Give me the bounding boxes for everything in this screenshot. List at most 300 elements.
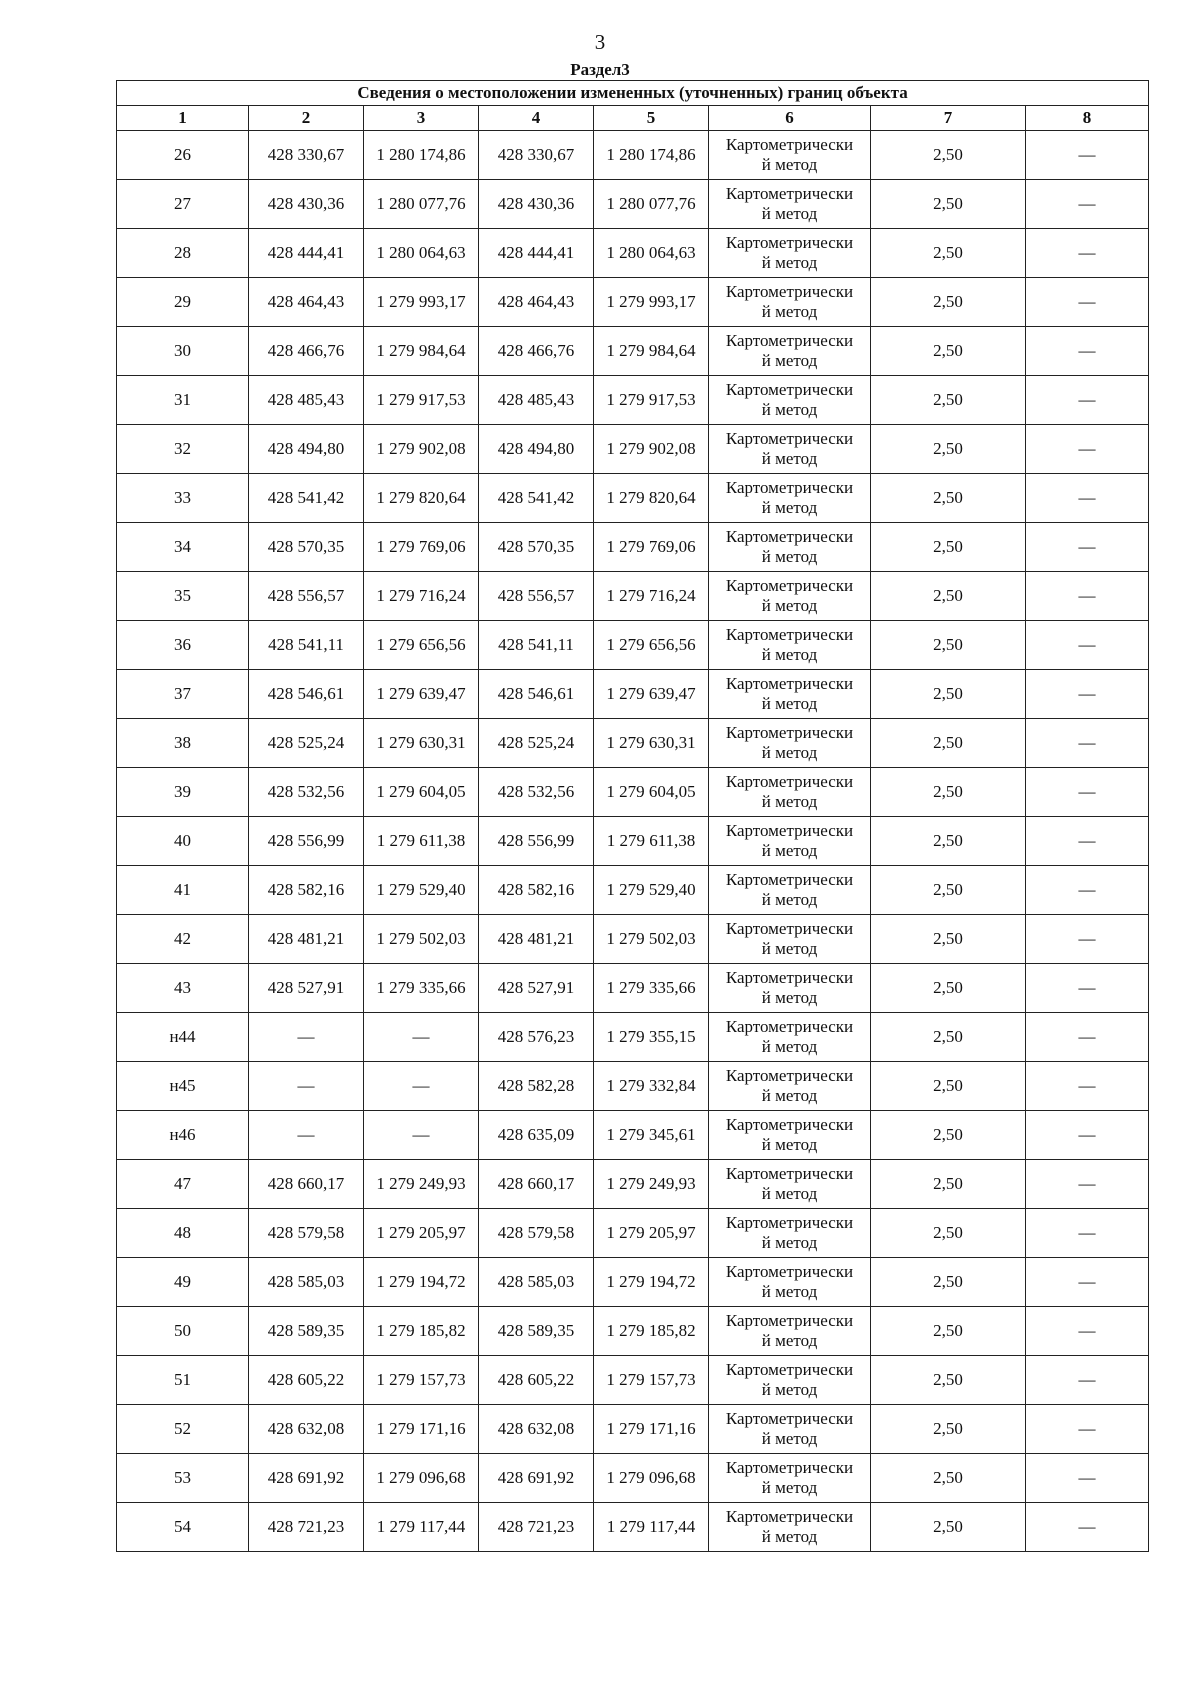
accuracy-cell: 2,50 bbox=[871, 572, 1026, 621]
x-new-cell: 428 576,23 bbox=[479, 1013, 594, 1062]
point-number-cell: 26 bbox=[117, 131, 249, 180]
y-new-cell: 1 280 064,63 bbox=[594, 229, 709, 278]
coordinates-table bbox=[116, 80, 1149, 1552]
table-row bbox=[117, 1111, 1149, 1160]
column-8-cell: — bbox=[1026, 866, 1149, 915]
accuracy-cell: 2,50 bbox=[871, 425, 1026, 474]
column-8-cell: — bbox=[1026, 670, 1149, 719]
method-cell bbox=[709, 278, 871, 327]
y-existing-cell: 1 279 249,93 bbox=[364, 1160, 479, 1209]
method-text-line1: Картометрически bbox=[725, 478, 854, 497]
table-row bbox=[117, 180, 1149, 229]
method-cell bbox=[709, 1454, 871, 1503]
column-number: 1 bbox=[117, 106, 249, 131]
method-cell bbox=[709, 474, 871, 523]
method-text-line1: Картометрически bbox=[725, 625, 854, 644]
y-existing-cell: 1 279 205,97 bbox=[364, 1209, 479, 1258]
y-new-cell: 1 279 984,64 bbox=[594, 327, 709, 376]
column-8-cell: — bbox=[1026, 572, 1149, 621]
y-existing-cell: 1 279 117,44 bbox=[364, 1503, 479, 1552]
accuracy-cell: 2,50 bbox=[871, 1160, 1026, 1209]
x-new-cell: 428 466,76 bbox=[479, 327, 594, 376]
table-row bbox=[117, 1160, 1149, 1209]
accuracy-cell: 2,50 bbox=[871, 229, 1026, 278]
method-cell bbox=[709, 425, 871, 474]
table-body bbox=[117, 131, 1149, 1552]
column-8-cell: — bbox=[1026, 768, 1149, 817]
y-existing-cell: 1 279 529,40 bbox=[364, 866, 479, 915]
x-new-cell: 428 464,43 bbox=[479, 278, 594, 327]
column-8-cell: — bbox=[1026, 229, 1149, 278]
point-number-cell: 48 bbox=[117, 1209, 249, 1258]
column-8-cell: — bbox=[1026, 1454, 1149, 1503]
y-new-cell: 1 279 716,24 bbox=[594, 572, 709, 621]
x-existing-cell: 428 466,76 bbox=[249, 327, 364, 376]
method-cell bbox=[709, 523, 871, 572]
x-new-cell: 428 570,35 bbox=[479, 523, 594, 572]
method-cell bbox=[709, 1405, 871, 1454]
y-new-cell: 1 279 502,03 bbox=[594, 915, 709, 964]
y-new-cell: 1 279 157,73 bbox=[594, 1356, 709, 1405]
accuracy-cell: 2,50 bbox=[871, 1209, 1026, 1258]
point-number-cell: 31 bbox=[117, 376, 249, 425]
method-text-line1: Картометрически bbox=[725, 576, 854, 595]
table-row bbox=[117, 719, 1149, 768]
method-text-line2: й метод bbox=[761, 1233, 818, 1252]
column-8-cell: — bbox=[1026, 376, 1149, 425]
x-new-cell: 428 485,43 bbox=[479, 376, 594, 425]
x-new-cell: 428 632,08 bbox=[479, 1405, 594, 1454]
point-number-cell: 36 bbox=[117, 621, 249, 670]
x-new-cell: 428 532,56 bbox=[479, 768, 594, 817]
y-new-cell: 1 279 096,68 bbox=[594, 1454, 709, 1503]
column-8-cell: — bbox=[1026, 425, 1149, 474]
x-new-cell: 428 582,16 bbox=[479, 866, 594, 915]
y-existing-cell: 1 279 993,17 bbox=[364, 278, 479, 327]
method-text-line1: Картометрически bbox=[725, 1213, 854, 1232]
table-row bbox=[117, 572, 1149, 621]
table-row bbox=[117, 866, 1149, 915]
y-new-cell: 1 279 335,66 bbox=[594, 964, 709, 1013]
column-8-cell: — bbox=[1026, 1209, 1149, 1258]
method-cell bbox=[709, 180, 871, 229]
method-cell bbox=[709, 866, 871, 915]
x-new-cell: 428 330,67 bbox=[479, 131, 594, 180]
accuracy-cell: 2,50 bbox=[871, 474, 1026, 523]
accuracy-cell: 2,50 bbox=[871, 1258, 1026, 1307]
column-number: 8 bbox=[1026, 106, 1149, 131]
y-existing-cell: 1 279 769,06 bbox=[364, 523, 479, 572]
accuracy-cell: 2,50 bbox=[871, 523, 1026, 572]
accuracy-cell: 2,50 bbox=[871, 1503, 1026, 1552]
accuracy-cell: 2,50 bbox=[871, 866, 1026, 915]
x-existing-cell: 428 546,61 bbox=[249, 670, 364, 719]
y-new-cell: 1 279 611,38 bbox=[594, 817, 709, 866]
x-existing-cell: 428 494,80 bbox=[249, 425, 364, 474]
column-8-cell: — bbox=[1026, 1160, 1149, 1209]
table-row bbox=[117, 964, 1149, 1013]
method-text-line1: Картометрически bbox=[725, 1409, 854, 1428]
method-text-line2: й метод bbox=[761, 743, 818, 762]
accuracy-cell: 2,50 bbox=[871, 1307, 1026, 1356]
x-existing-cell: 428 444,41 bbox=[249, 229, 364, 278]
method-text-line1: Картометрически bbox=[725, 1458, 854, 1477]
column-8-cell: — bbox=[1026, 1013, 1149, 1062]
y-new-cell: 1 279 171,16 bbox=[594, 1405, 709, 1454]
table-caption: Сведения о местоположении измененных (уточненных) границ объекта bbox=[117, 81, 1149, 106]
method-text-line1: Картометрически bbox=[725, 1262, 854, 1281]
x-existing-cell: 428 464,43 bbox=[249, 278, 364, 327]
column-8-cell: — bbox=[1026, 817, 1149, 866]
method-text-line2: й метод bbox=[761, 694, 818, 713]
x-existing-cell: 428 527,91 bbox=[249, 964, 364, 1013]
method-text-line2: й метод bbox=[761, 498, 818, 517]
method-text-line1: Картометрически bbox=[725, 1115, 854, 1134]
table-row bbox=[117, 621, 1149, 670]
point-number-cell: 33 bbox=[117, 474, 249, 523]
point-number-cell: 52 bbox=[117, 1405, 249, 1454]
column-8-cell: — bbox=[1026, 1307, 1149, 1356]
method-text-line2: й метод bbox=[761, 1429, 818, 1448]
table-row bbox=[117, 278, 1149, 327]
method-text-line1: Картометрически bbox=[725, 1017, 854, 1036]
point-number-cell: 40 bbox=[117, 817, 249, 866]
x-new-cell: 428 527,91 bbox=[479, 964, 594, 1013]
y-existing-cell: 1 279 096,68 bbox=[364, 1454, 479, 1503]
method-text-line1: Картометрически bbox=[725, 429, 854, 448]
y-existing-cell: 1 280 077,76 bbox=[364, 180, 479, 229]
method-text-line1: Картометрически bbox=[725, 968, 854, 987]
x-existing-cell: 428 605,22 bbox=[249, 1356, 364, 1405]
method-cell bbox=[709, 1503, 871, 1552]
column-8-cell: — bbox=[1026, 474, 1149, 523]
method-text-line1: Картометрически bbox=[725, 1164, 854, 1183]
point-number-cell: 50 bbox=[117, 1307, 249, 1356]
table-row bbox=[117, 523, 1149, 572]
table-row bbox=[117, 817, 1149, 866]
x-new-cell: 428 585,03 bbox=[479, 1258, 594, 1307]
y-existing-cell: 1 279 984,64 bbox=[364, 327, 479, 376]
column-8-cell: — bbox=[1026, 1356, 1149, 1405]
method-cell bbox=[709, 1356, 871, 1405]
point-number-cell: 38 bbox=[117, 719, 249, 768]
method-cell bbox=[709, 915, 871, 964]
method-cell bbox=[709, 1209, 871, 1258]
method-cell bbox=[709, 768, 871, 817]
x-existing-cell: 428 582,16 bbox=[249, 866, 364, 915]
method-cell bbox=[709, 1258, 871, 1307]
y-existing-cell: 1 279 611,38 bbox=[364, 817, 479, 866]
y-existing-cell: 1 280 174,86 bbox=[364, 131, 479, 180]
y-new-cell: 1 279 917,53 bbox=[594, 376, 709, 425]
x-new-cell: 428 444,41 bbox=[479, 229, 594, 278]
x-new-cell: 428 582,28 bbox=[479, 1062, 594, 1111]
x-existing-cell: 428 589,35 bbox=[249, 1307, 364, 1356]
method-text-line2: й метод bbox=[761, 204, 818, 223]
accuracy-cell: 2,50 bbox=[871, 964, 1026, 1013]
accuracy-cell: 2,50 bbox=[871, 719, 1026, 768]
table-row bbox=[117, 670, 1149, 719]
method-cell bbox=[709, 719, 871, 768]
column-number: 7 bbox=[871, 106, 1026, 131]
accuracy-cell: 2,50 bbox=[871, 1454, 1026, 1503]
y-existing-cell: — bbox=[364, 1013, 479, 1062]
x-new-cell: 428 541,11 bbox=[479, 621, 594, 670]
point-number-cell: 43 bbox=[117, 964, 249, 1013]
point-number-cell: 29 bbox=[117, 278, 249, 327]
y-new-cell: 1 279 185,82 bbox=[594, 1307, 709, 1356]
accuracy-cell: 2,50 bbox=[871, 131, 1026, 180]
point-number-cell: 42 bbox=[117, 915, 249, 964]
x-existing-cell: 428 556,57 bbox=[249, 572, 364, 621]
column-8-cell: — bbox=[1026, 1405, 1149, 1454]
x-existing-cell: 428 556,99 bbox=[249, 817, 364, 866]
y-existing-cell: 1 279 716,24 bbox=[364, 572, 479, 621]
table-row bbox=[117, 376, 1149, 425]
table-row bbox=[117, 1209, 1149, 1258]
method-text-line1: Картометрически bbox=[725, 527, 854, 546]
x-existing-cell: — bbox=[249, 1062, 364, 1111]
table-row bbox=[117, 1503, 1149, 1552]
y-existing-cell: 1 279 630,31 bbox=[364, 719, 479, 768]
method-text-line1: Картометрически bbox=[725, 331, 854, 350]
x-new-cell: 428 525,24 bbox=[479, 719, 594, 768]
method-text-line1: Картометрически bbox=[725, 233, 854, 252]
method-text-line1: Картометрически bbox=[725, 723, 854, 742]
method-text-line2: й метод bbox=[761, 596, 818, 615]
method-text-line2: й метод bbox=[761, 988, 818, 1007]
y-new-cell: 1 279 902,08 bbox=[594, 425, 709, 474]
column-8-cell: — bbox=[1026, 1503, 1149, 1552]
y-new-cell: 1 279 194,72 bbox=[594, 1258, 709, 1307]
y-new-cell: 1 279 249,93 bbox=[594, 1160, 709, 1209]
column-number: 4 bbox=[479, 106, 594, 131]
y-existing-cell: 1 279 194,72 bbox=[364, 1258, 479, 1307]
table-row bbox=[117, 1405, 1149, 1454]
accuracy-cell: 2,50 bbox=[871, 1111, 1026, 1160]
method-text-line1: Картометрически bbox=[725, 282, 854, 301]
method-cell bbox=[709, 1062, 871, 1111]
y-new-cell: 1 280 077,76 bbox=[594, 180, 709, 229]
method-text-line1: Картометрически bbox=[725, 1507, 854, 1526]
column-8-cell: — bbox=[1026, 278, 1149, 327]
y-existing-cell: — bbox=[364, 1062, 479, 1111]
method-text-line2: й метод bbox=[761, 1282, 818, 1301]
method-text-line2: й метод bbox=[761, 400, 818, 419]
x-existing-cell: 428 532,56 bbox=[249, 768, 364, 817]
x-new-cell: 428 635,09 bbox=[479, 1111, 594, 1160]
method-cell bbox=[709, 229, 871, 278]
method-text-line2: й метод bbox=[761, 449, 818, 468]
column-number: 6 bbox=[709, 106, 871, 131]
method-text-line2: й метод bbox=[761, 547, 818, 566]
y-new-cell: 1 279 205,97 bbox=[594, 1209, 709, 1258]
point-number-cell: н44 bbox=[117, 1013, 249, 1062]
table-row bbox=[117, 1258, 1149, 1307]
y-existing-cell: 1 279 639,47 bbox=[364, 670, 479, 719]
method-text-line1: Картометрически bbox=[725, 821, 854, 840]
y-new-cell: 1 279 345,61 bbox=[594, 1111, 709, 1160]
point-number-cell: 28 bbox=[117, 229, 249, 278]
y-existing-cell: 1 279 335,66 bbox=[364, 964, 479, 1013]
method-text-line1: Картометрически bbox=[725, 184, 854, 203]
x-new-cell: 428 541,42 bbox=[479, 474, 594, 523]
table-row bbox=[117, 1062, 1149, 1111]
method-text-line2: й метод bbox=[761, 1331, 818, 1350]
y-existing-cell: 1 280 064,63 bbox=[364, 229, 479, 278]
table-row bbox=[117, 229, 1149, 278]
y-existing-cell: 1 279 917,53 bbox=[364, 376, 479, 425]
x-new-cell: 428 589,35 bbox=[479, 1307, 594, 1356]
y-existing-cell: 1 279 656,56 bbox=[364, 621, 479, 670]
x-new-cell: 428 494,80 bbox=[479, 425, 594, 474]
point-number-cell: 51 bbox=[117, 1356, 249, 1405]
method-text-line2: й метод bbox=[761, 792, 818, 811]
column-8-cell: — bbox=[1026, 719, 1149, 768]
column-8-cell: — bbox=[1026, 1258, 1149, 1307]
x-existing-cell: — bbox=[249, 1013, 364, 1062]
method-text-line2: й метод bbox=[761, 1478, 818, 1497]
accuracy-cell: 2,50 bbox=[871, 1013, 1026, 1062]
method-text-line2: й метод bbox=[761, 1086, 818, 1105]
column-number-row bbox=[117, 106, 1149, 131]
accuracy-cell: 2,50 bbox=[871, 1356, 1026, 1405]
x-new-cell: 428 605,22 bbox=[479, 1356, 594, 1405]
section-title: Раздел3 bbox=[570, 60, 630, 79]
method-text-line1: Картометрически bbox=[725, 1311, 854, 1330]
x-new-cell: 428 579,58 bbox=[479, 1209, 594, 1258]
table-row bbox=[117, 474, 1149, 523]
method-text-line2: й метод bbox=[761, 939, 818, 958]
column-number: 2 bbox=[249, 106, 364, 131]
table-row bbox=[117, 1454, 1149, 1503]
y-new-cell: 1 279 332,84 bbox=[594, 1062, 709, 1111]
y-new-cell: 1 279 604,05 bbox=[594, 768, 709, 817]
x-existing-cell: — bbox=[249, 1111, 364, 1160]
column-8-cell: — bbox=[1026, 915, 1149, 964]
y-new-cell: 1 279 630,31 bbox=[594, 719, 709, 768]
x-new-cell: 428 721,23 bbox=[479, 1503, 594, 1552]
x-existing-cell: 428 541,11 bbox=[249, 621, 364, 670]
method-text-line1: Картометрически bbox=[725, 870, 854, 889]
x-existing-cell: 428 632,08 bbox=[249, 1405, 364, 1454]
x-new-cell: 428 546,61 bbox=[479, 670, 594, 719]
method-text-line1: Картометрически bbox=[725, 135, 854, 154]
table-row bbox=[117, 1013, 1149, 1062]
x-existing-cell: 428 660,17 bbox=[249, 1160, 364, 1209]
method-cell bbox=[709, 1013, 871, 1062]
point-number-cell: 30 bbox=[117, 327, 249, 376]
accuracy-cell: 2,50 bbox=[871, 621, 1026, 670]
y-new-cell: 1 279 117,44 bbox=[594, 1503, 709, 1552]
method-cell bbox=[709, 1111, 871, 1160]
y-existing-cell: 1 279 502,03 bbox=[364, 915, 479, 964]
y-new-cell: 1 279 639,47 bbox=[594, 670, 709, 719]
accuracy-cell: 2,50 bbox=[871, 1062, 1026, 1111]
method-text-line1: Картометрически bbox=[725, 1360, 854, 1379]
y-new-cell: 1 279 769,06 bbox=[594, 523, 709, 572]
method-text-line2: й метод bbox=[761, 1037, 818, 1056]
point-number-cell: 32 bbox=[117, 425, 249, 474]
x-new-cell: 428 481,21 bbox=[479, 915, 594, 964]
accuracy-cell: 2,50 bbox=[871, 180, 1026, 229]
x-existing-cell: 428 579,58 bbox=[249, 1209, 364, 1258]
y-new-cell: 1 279 529,40 bbox=[594, 866, 709, 915]
page-number: 3 bbox=[594, 30, 606, 54]
method-cell bbox=[709, 964, 871, 1013]
method-cell bbox=[709, 376, 871, 425]
method-cell bbox=[709, 1160, 871, 1209]
accuracy-cell: 2,50 bbox=[871, 768, 1026, 817]
method-text-line2: й метод bbox=[761, 302, 818, 321]
column-8-cell: — bbox=[1026, 1111, 1149, 1160]
accuracy-cell: 2,50 bbox=[871, 327, 1026, 376]
table-row bbox=[117, 425, 1149, 474]
method-cell bbox=[709, 670, 871, 719]
column-8-cell: — bbox=[1026, 131, 1149, 180]
point-number-cell: н45 bbox=[117, 1062, 249, 1111]
method-text-line2: й метод bbox=[761, 645, 818, 664]
method-text-line2: й метод bbox=[761, 351, 818, 370]
method-cell bbox=[709, 817, 871, 866]
y-new-cell: 1 279 820,64 bbox=[594, 474, 709, 523]
x-existing-cell: 428 570,35 bbox=[249, 523, 364, 572]
method-text-line1: Картометрически bbox=[725, 772, 854, 791]
accuracy-cell: 2,50 bbox=[871, 670, 1026, 719]
y-existing-cell: 1 279 604,05 bbox=[364, 768, 479, 817]
point-number-cell: 53 bbox=[117, 1454, 249, 1503]
method-cell bbox=[709, 572, 871, 621]
point-number-cell: 37 bbox=[117, 670, 249, 719]
x-existing-cell: 428 430,36 bbox=[249, 180, 364, 229]
y-new-cell: 1 279 355,15 bbox=[594, 1013, 709, 1062]
method-text-line1: Картометрически bbox=[725, 1066, 854, 1085]
point-number-cell: н46 bbox=[117, 1111, 249, 1160]
accuracy-cell: 2,50 bbox=[871, 817, 1026, 866]
method-text-line2: й метод bbox=[761, 155, 818, 174]
x-existing-cell: 428 585,03 bbox=[249, 1258, 364, 1307]
accuracy-cell: 2,50 bbox=[871, 915, 1026, 964]
x-existing-cell: 428 721,23 bbox=[249, 1503, 364, 1552]
method-text-line2: й метод bbox=[761, 1184, 818, 1203]
y-existing-cell: 1 279 185,82 bbox=[364, 1307, 479, 1356]
column-8-cell: — bbox=[1026, 523, 1149, 572]
method-cell bbox=[709, 1307, 871, 1356]
point-number-cell: 39 bbox=[117, 768, 249, 817]
point-number-cell: 34 bbox=[117, 523, 249, 572]
x-existing-cell: 428 691,92 bbox=[249, 1454, 364, 1503]
column-8-cell: — bbox=[1026, 1062, 1149, 1111]
table-row bbox=[117, 1356, 1149, 1405]
point-number-cell: 27 bbox=[117, 180, 249, 229]
method-text-line2: й метод bbox=[761, 1380, 818, 1399]
y-existing-cell: 1 279 171,16 bbox=[364, 1405, 479, 1454]
x-new-cell: 428 556,99 bbox=[479, 817, 594, 866]
y-existing-cell: 1 279 157,73 bbox=[364, 1356, 479, 1405]
x-existing-cell: 428 330,67 bbox=[249, 131, 364, 180]
method-text-line2: й метод bbox=[761, 1135, 818, 1154]
point-number-cell: 49 bbox=[117, 1258, 249, 1307]
table-row bbox=[117, 768, 1149, 817]
method-cell bbox=[709, 327, 871, 376]
x-existing-cell: 428 485,43 bbox=[249, 376, 364, 425]
y-existing-cell: 1 279 902,08 bbox=[364, 425, 479, 474]
x-existing-cell: 428 525,24 bbox=[249, 719, 364, 768]
method-text-line2: й метод bbox=[761, 1527, 818, 1546]
x-new-cell: 428 430,36 bbox=[479, 180, 594, 229]
y-new-cell: 1 279 993,17 bbox=[594, 278, 709, 327]
method-text-line2: й метод bbox=[761, 841, 818, 860]
